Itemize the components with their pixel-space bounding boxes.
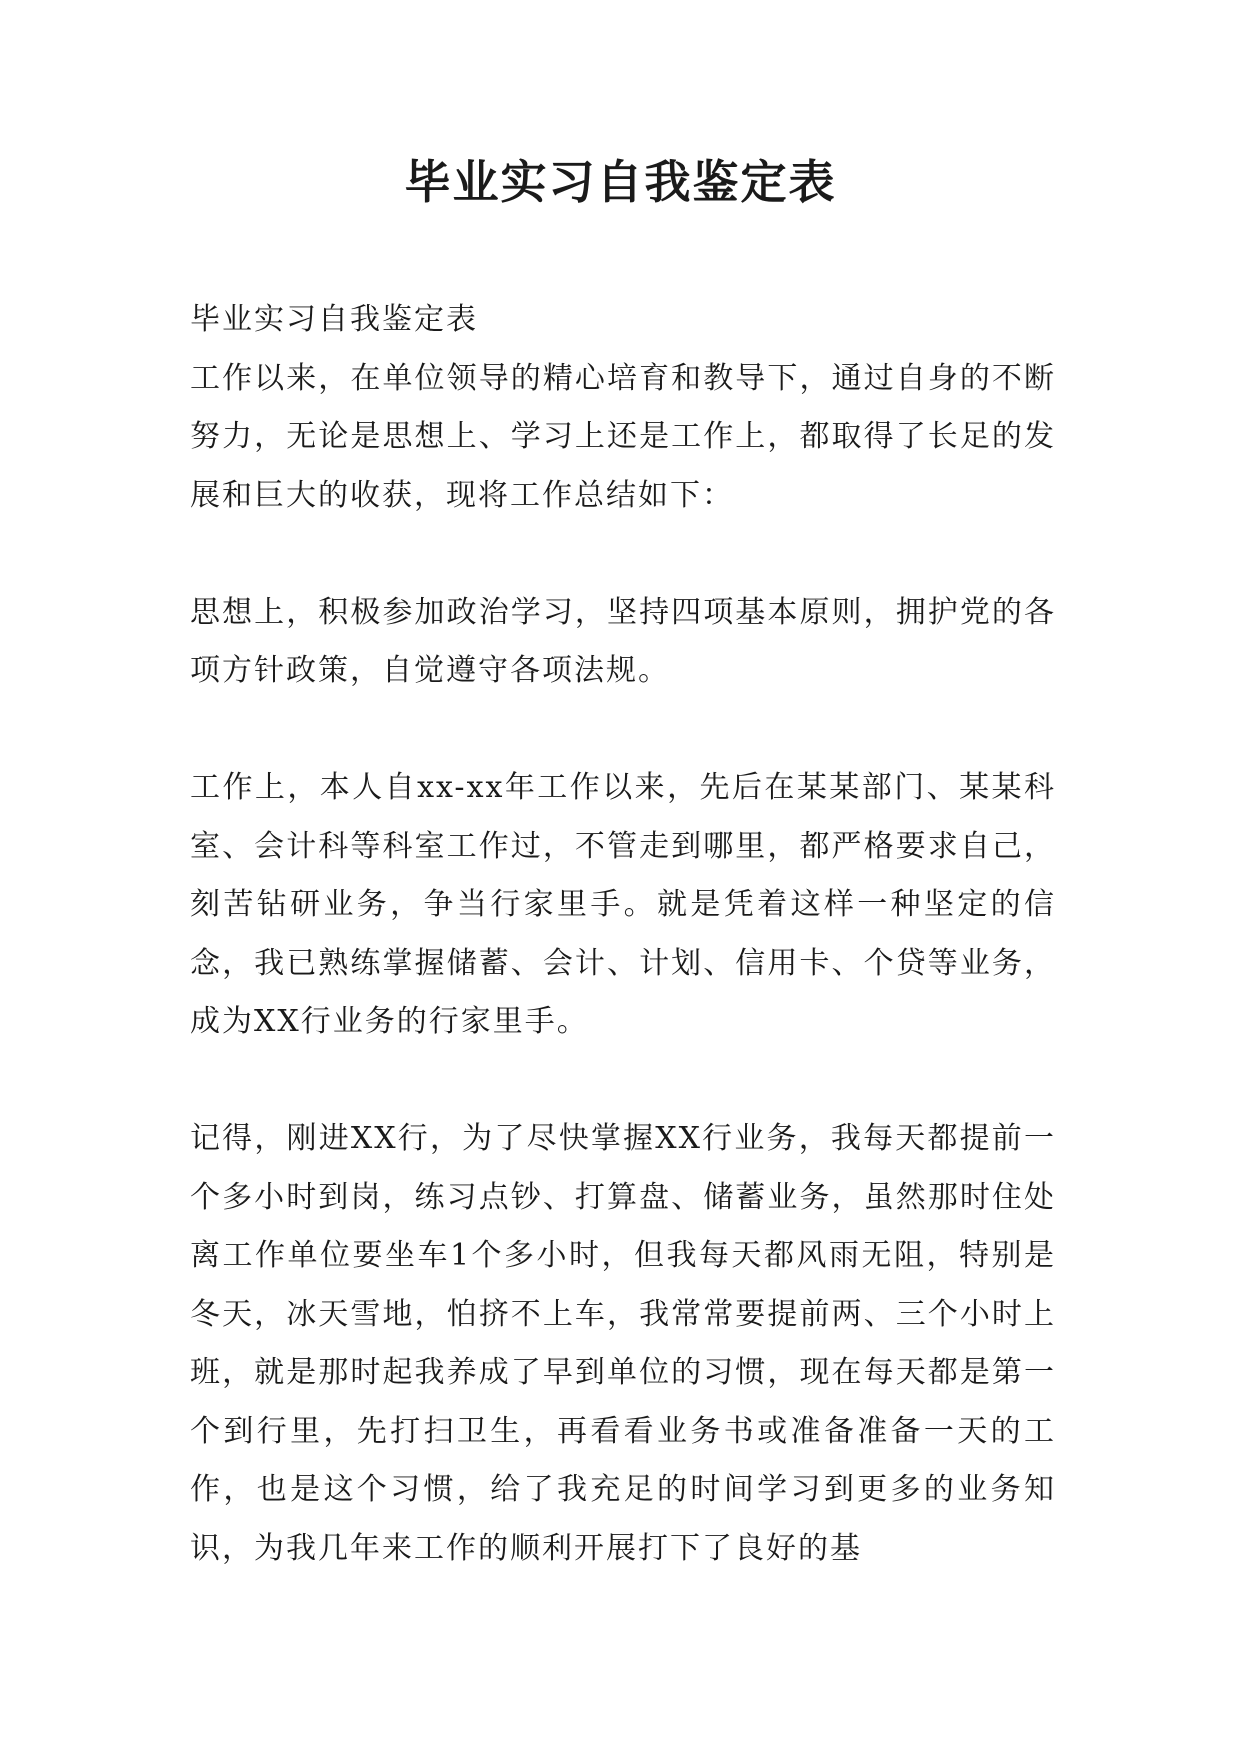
- paragraph-intro: 工作以来，在单位领导的精心培育和教导下，通过自身的不断努力，无论是思想上、学习上还是工作上，都取得了长足的发展和巨大的收获，现将工作总结如下：: [190, 360, 1056, 513]
- paragraph-thought: 思想上，积极参加政治学习，坚持四项基本原则，拥护党的各项方针政策，自觉遵守各项法规。: [190, 594, 1056, 688]
- paragraph-memory: 记得，刚进XX行，为了尽快掌握XX行业务，我每天都提前一个多小时到岗，练习点钞、打算盘、储蓄业务，虽然那时住处离工作单位要坐车1个多小时，但我每天都风雨无阻，特别是冬天，冰天雪地，怕挤不上车，我常常要提前两、三个小时上班，就是那时起我养成了早到单位的习惯，现在每天都是第一个到行里，先打扫卫生，再看看业务书或准备准备一天的工作，也是这个习惯，给了我充足的时间学习到更多的业务知识，为我几年来工作的顺利开展打下了良好的基: [190, 1121, 1056, 1566]
- document-subtitle: 毕业实习自我鉴定表: [190, 302, 478, 337]
- paragraph-work: 工作上，本人自xx-xx年工作以来，先后在某某部门、某某科室、会计科等科室工作过，不管走到哪里，都严格要求自己，刻苦钻研业务，争当行家里手。就是凭着这样一种坚定的信念，我已熟练掌握储蓄、会计、计划、信用卡、个贷等业务，成为XX行业务的行家里手。: [190, 770, 1056, 1039]
- document-body: [190, 291, 1056, 1578]
- document-title: 毕业实习自我鉴定表: [404, 155, 837, 209]
